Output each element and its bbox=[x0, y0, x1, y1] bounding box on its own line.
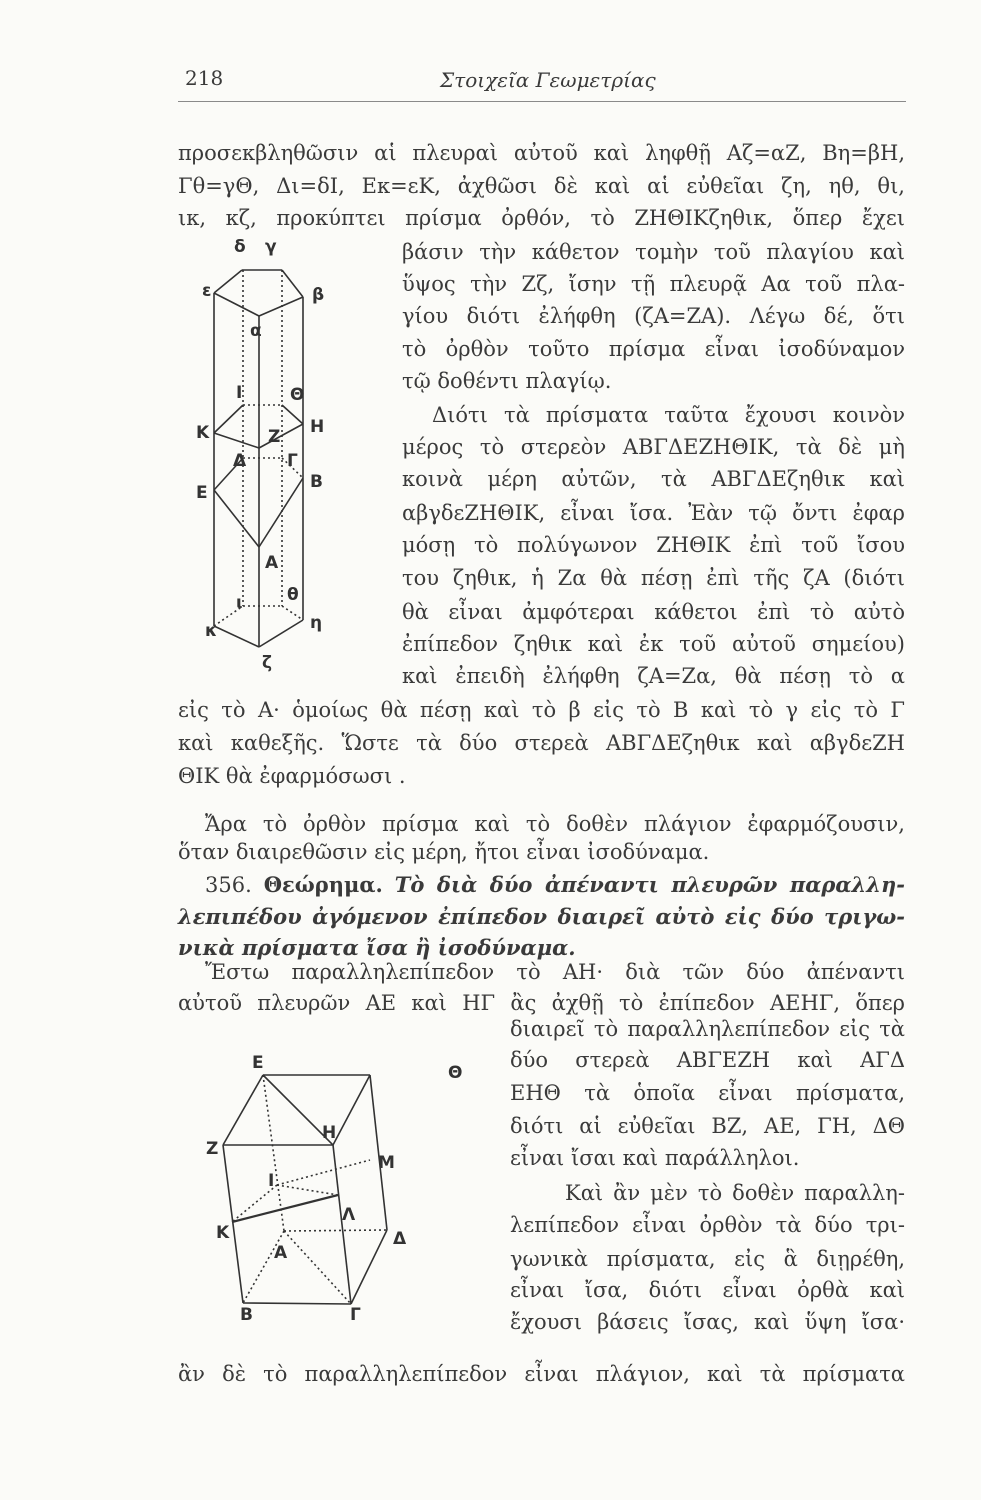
vertex-label: Η bbox=[310, 417, 325, 437]
vertex-label: γ bbox=[265, 237, 277, 257]
text-line: Διότι τὰ πρίσματα ταῦτα ἔχουσι κοινὸν bbox=[432, 403, 905, 427]
theorem-number: 356. bbox=[205, 873, 252, 897]
vertex-label: Ε bbox=[196, 483, 208, 503]
text-line: προσεκβληθῶσιν αἱ πλευραὶ αὐτοῦ καὶ ληφθῇ Αζ=αΖ, Βη=βΗ, bbox=[178, 141, 905, 165]
vertex-label: Ι bbox=[268, 1171, 275, 1191]
text-line: ικ, κζ, προκύπτει πρίσμα ὀρθόν, τὸ ΖΗΘΙΚζηθικ, ὅπερ ἔχει bbox=[178, 206, 905, 230]
vertex-label: Κ bbox=[216, 1223, 230, 1243]
edge bbox=[214, 490, 259, 547]
text-line: εἶναι ἴσα, διότι εἶναι ὀρθὰ καὶ bbox=[510, 1278, 905, 1302]
hidden-edge bbox=[243, 1231, 284, 1303]
text-line: ΘΙΚ θὰ ἐφαρμόσωσι . bbox=[178, 764, 406, 788]
text-line: μόσῃ τὸ πολύγωνον ΖΗΘΙΚ ἐπὶ τοῦ ἴσου bbox=[402, 533, 905, 557]
vertex-label: Ζ bbox=[206, 1139, 219, 1159]
vertex-label: α bbox=[250, 321, 262, 341]
text-line: ὅταν διαιρεθῶσιν εἰς μέρη, ἤτοι εἶναι ἰσοδύναμα. bbox=[178, 840, 710, 864]
hidden-edge bbox=[263, 1075, 284, 1231]
edge bbox=[214, 405, 243, 433]
edge bbox=[259, 297, 303, 316]
text-line: ΕΗΘ τὰ ὁποῖα εἶναι πρίσματα, bbox=[510, 1081, 905, 1105]
vertex-label: ι bbox=[236, 593, 243, 613]
vertex-label: κ bbox=[205, 621, 218, 641]
edge bbox=[282, 405, 303, 424]
text-line: εἶναι ἴσαι καὶ παράλληλοι. bbox=[510, 1146, 800, 1170]
text-line: Ἔστω παραλληλεπίπεδον τὸ ΑΗ· διὰ τῶν δύο ἀπέναντι bbox=[205, 960, 905, 984]
text-line: δύο στερεὰ ΑΒΓΕΖΗ καὶ ΑΓΔ bbox=[510, 1048, 905, 1072]
text-line: διαιρεῖ τὸ παραλληλεπίπεδον εἰς τὰ bbox=[510, 1017, 905, 1041]
text-line: λεπίπεδον εἶναι ὀρθὸν τὰ δύο τρι- bbox=[510, 1213, 905, 1237]
theorem-text: λεπιπέδου ἀγόμενον ἐπίπεδον διαιρεῖ αὐτὸ εἰς δύο τριγω- bbox=[178, 904, 905, 929]
edge bbox=[214, 293, 259, 316]
text-line: τὸ ὀρθὸν τοῦτο πρίσμα εἶναι ἰσοδύναμον bbox=[402, 337, 905, 361]
vertex-label: Β bbox=[310, 472, 323, 492]
vertex-label: Μ bbox=[378, 1153, 395, 1173]
text-line: Ἄρα τὸ ὀρθὸν πρίσμα καὶ τὸ δοθὲν πλάγιον ἐφαρμόζουσιν, bbox=[205, 812, 905, 836]
page-number: 218 bbox=[185, 66, 224, 90]
text-line: Γθ=γΘ, Δι=δΙ, Εκ=εΚ, ἀχθῶσι δὲ καὶ αἱ εὐθεῖαι ζη, ηθ, θι, bbox=[178, 174, 905, 198]
vertex-label: Α bbox=[274, 1243, 288, 1263]
text-line: Καὶ ἂν μὲν τὸ δοθὲν παραλλη- bbox=[565, 1181, 905, 1205]
vertex-label: Γ bbox=[287, 451, 298, 471]
hidden-edge bbox=[277, 1185, 338, 1195]
running-title: Στοιχεῖα Γεωμετρίας bbox=[440, 68, 656, 92]
vertex-label: β bbox=[312, 285, 325, 305]
text-line: βάσιν τὴν κάθετον τομὴν τοῦ πλαγίου καὶ bbox=[402, 240, 905, 264]
text-line: εἰς τὸ Α· ὁμοίως θὰ πέσῃ καὶ τὸ β εἰς τὸ Β καὶ τὸ γ εἰς τὸ Γ bbox=[178, 698, 905, 722]
edge bbox=[214, 433, 259, 448]
vertex-label: δ bbox=[234, 237, 246, 257]
edge bbox=[214, 626, 259, 647]
theorem-text: Τὸ διὰ δύο ἀπέναντι πλευρῶν παραλλη- bbox=[394, 872, 905, 897]
vertex-label: Δ bbox=[393, 1229, 407, 1249]
vertex-label: Ζ bbox=[268, 427, 281, 447]
edge bbox=[214, 270, 242, 293]
text-line: του ζηθικ, ἡ Ζα θὰ πέσῃ ἐπὶ τῆς ζΑ (διότι bbox=[402, 566, 905, 590]
edge bbox=[282, 270, 303, 297]
hidden-edge bbox=[284, 1230, 387, 1231]
text-line: κοινὰ μέρη αὐτῶν, τὰ ΑΒΓΔΕζηθικ καὶ bbox=[402, 467, 905, 491]
vertex-label: Θ bbox=[290, 385, 305, 405]
vertex-label: θ bbox=[287, 585, 299, 605]
text-line: γίου διότι ἐλήφθη (ζΑ=ΖΑ). Λέγω δέ, ὅτι bbox=[402, 304, 905, 328]
text-line: αὐτοῦ πλευρῶν ΑΕ καὶ ΗΓ ἂς ἀχθῇ τὸ ἐπίπεδον ΑΕΗΓ, ὅπερ bbox=[178, 991, 905, 1015]
text-line: καὶ καθεξῆς. Ὥστε τὰ δύο στερεὰ ΑΒΓΔΕζηθικ καὶ αβγδεΖΗ bbox=[178, 731, 905, 755]
vertex-label: Δ bbox=[233, 451, 247, 471]
vertex-label: Λ bbox=[342, 1205, 356, 1225]
hidden-edge bbox=[282, 606, 303, 620]
text-line: αβγδεΖΗΘΙΚ, εἶναι ἴσα. Ἐὰν τῷ ὄντι ἐφαρ bbox=[402, 501, 905, 525]
text-line: μέρος τὸ στερεὸν ΑΒΓΔΕΖΗΘΙΚ, τὰ δὲ μὴ bbox=[402, 435, 905, 459]
vertex-label: Ι bbox=[236, 383, 243, 403]
vertex-label: Θ bbox=[448, 1063, 463, 1083]
text-line: ἐπίπεδον ζηθικ καὶ ἐκ τοῦ αὐτοῦ σημείου) bbox=[402, 632, 905, 656]
edge bbox=[259, 620, 303, 647]
edge bbox=[243, 1303, 351, 1304]
theorem-text: νικὰ πρίσματα ἴσα ἢ ἰσοδύναμα. bbox=[178, 935, 576, 960]
theorem-label: Θεώρημα. bbox=[263, 872, 383, 897]
vertex-label: η bbox=[310, 613, 323, 633]
text-line: ἔχουσι βάσεις ἴσας, καὶ ὕψη ἴσα· bbox=[510, 1310, 905, 1334]
text-line: γωνικὰ πρίσματα, εἰς ἃ διῃρέθη, bbox=[510, 1247, 905, 1271]
vertex-label: ε bbox=[202, 281, 212, 301]
vertex-label: Κ bbox=[196, 423, 210, 443]
edge bbox=[232, 1195, 338, 1222]
vertex-label: Ε bbox=[252, 1053, 264, 1073]
text-line: διότι αἱ εὐθεῖαι ΒΖ, ΑΕ, ΓΗ, ΔΘ bbox=[510, 1114, 905, 1138]
text-line: καὶ ἐπειδὴ ἐλήφθη ζΑ=Ζα, θὰ πέσῃ τὸ α bbox=[402, 664, 905, 688]
edge bbox=[333, 1075, 370, 1145]
edge bbox=[351, 1230, 387, 1304]
hidden-edge bbox=[277, 1160, 370, 1185]
vertex-label: Γ bbox=[350, 1305, 361, 1325]
edge bbox=[259, 424, 303, 448]
text-line: ὕψος τὴν Ζζ, ἴσην τῇ πλευρᾷ Αα τοῦ πλα- bbox=[402, 272, 905, 296]
vertex-label: Η bbox=[322, 1123, 337, 1143]
text-line: ἂν δὲ τὸ παραλληλεπίπεδον εἶναι πλάγιον, καὶ τὰ πρίσματα bbox=[178, 1362, 905, 1386]
vertex-label: Β bbox=[240, 1305, 253, 1325]
vertex-label: ζ bbox=[262, 653, 273, 673]
hidden-edge bbox=[284, 1231, 351, 1304]
edge bbox=[259, 478, 303, 547]
text-line: τῷ δοθέντι πλαγίῳ. bbox=[402, 369, 612, 393]
vertex-label: Α bbox=[265, 553, 279, 573]
text-line: θὰ εἶναι ἀμφότεραι κάθετοι ἐπὶ τὸ αὐτὸ bbox=[402, 600, 905, 624]
edge bbox=[223, 1075, 263, 1145]
